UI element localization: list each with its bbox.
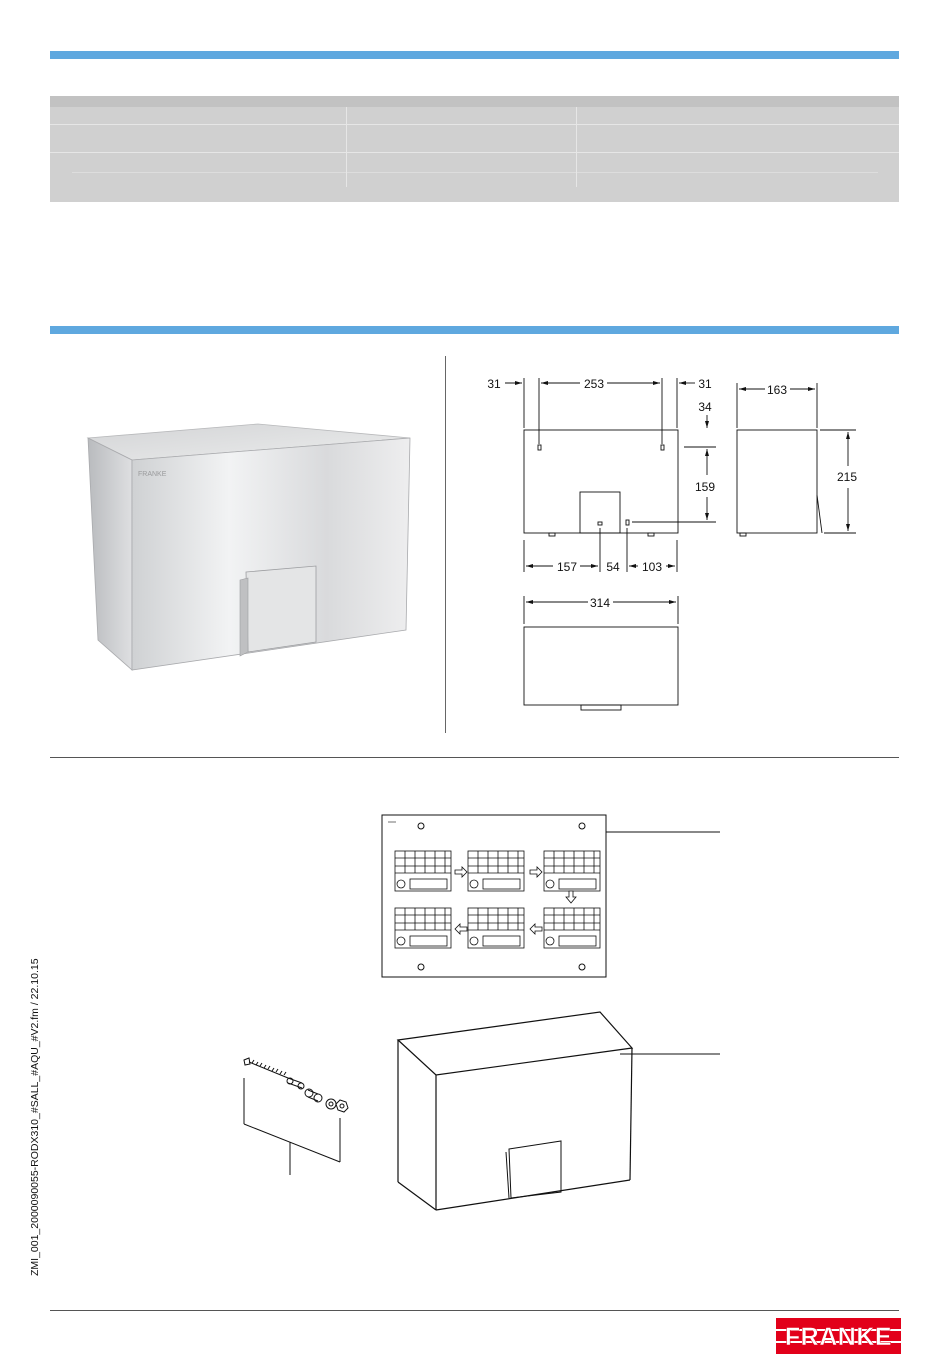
housing-assembly-diagram [230,1000,730,1220]
spec-table [50,96,899,202]
dim-hole-vertical: 159 [694,480,716,494]
dim-bottom-right: 103 [641,560,663,574]
dimension-drawing [470,370,890,720]
franke-logo [776,1318,901,1354]
svg-text:FRANKE: FRANKE [138,471,167,478]
dim-top-offset: 34 [698,400,712,414]
product-photo [80,420,420,680]
table-row-divider [72,172,878,173]
dim-width: 314 [589,596,611,610]
dim-bottom-left: 157 [556,560,578,574]
table-col-divider [346,107,347,187]
table-row-divider [50,152,899,153]
spec-table-header [50,96,899,107]
table-col-divider [576,107,577,187]
dim-bottom-mid: 54 [606,560,620,574]
section-header-bar-top [50,51,899,59]
dim-height: 215 [836,470,858,484]
dim-right-offset: 31 [698,377,712,391]
svg-text:FRANKE: FRANKE [784,1323,893,1351]
dim-left-offset: 31 [487,377,501,391]
section-divider [50,757,899,758]
dim-depth: 163 [766,383,788,397]
section-header-bar-middle [50,326,899,334]
dim-hole-spacing: 253 [583,377,605,391]
footer-rule [50,1310,899,1311]
view-divider [445,356,446,733]
mounting-template-diagram [370,800,730,990]
document-code: ZMI_001_2000090055-RODX310_#SALL_#AQU_#V2.fm / 22.10.15 [29,958,41,1276]
table-row-divider [50,124,899,125]
